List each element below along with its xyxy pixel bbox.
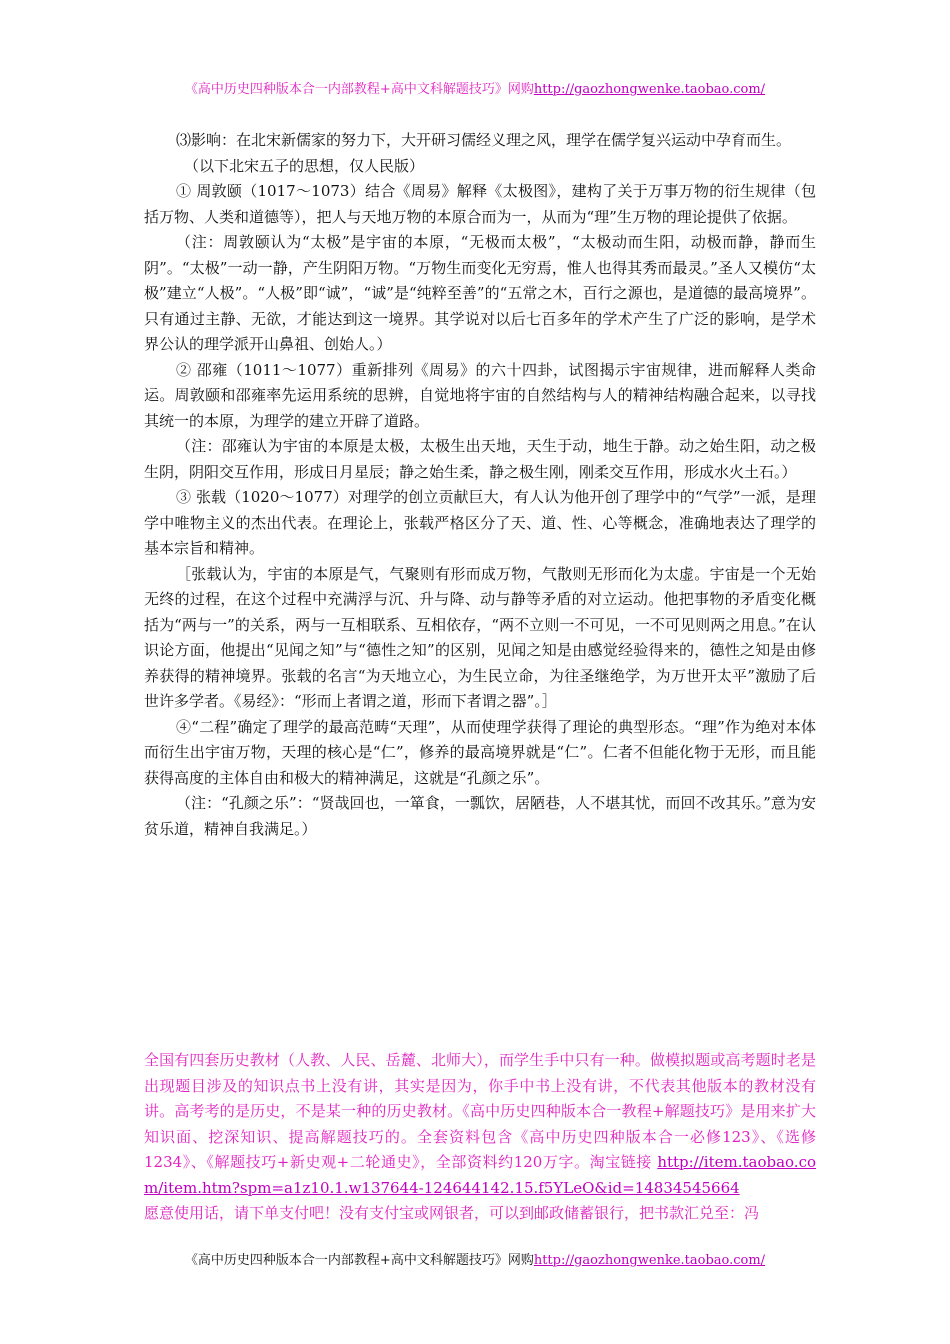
header-shop-link[interactable]: http://gaozhongwenke.taobao.com/ <box>533 82 766 97</box>
page-header <box>0 78 950 97</box>
page-footer <box>0 1249 950 1268</box>
paragraph-zhang-zai: ③ 张载（1020～1077）对理学的创立贡献巨大，有人认为他开创了理学中的“气学”一派，是理学中唯物主义的杰出代表。在理论上，张载严格区分了天、道、性、心等概念，准确地表达了理学的基本宗旨和精神。 <box>144 488 816 557</box>
ad-taobao-link[interactable]: http://item.taobao.com/item.htm?spm=a1z10.1.w137644-124644142.15.f5YLeO&id=14834545664 <box>144 1153 816 1197</box>
paragraph-shao-yong: ② 邵雍（1011～1077）重新排列《周易》的六十四卦，试图揭示宇宙规律，进而解释人类命运。周敦颐和邵雍率先运用系统的思辨，自觉地将宇宙的自然结构与人的精神结构融合起来，以寻找其统一的本原，为理学的建立开辟了道路。 <box>144 360 816 430</box>
paragraph-zhang-zai-note: ［张载认为，宇宙的本原是气，气聚则有形而成万物，气散则无形而化为太虚。宇宙是一个无始无终的过程，在这个过程中充满浮与沉、升与降、动与静等矛盾的对立运动。他把事物的矛盾变化概括为“两与一”的关系，两与一互相联系、互相依存，“两不立则一不可见，一不可见则两之用息。”在认识论方面，他提出“见闻之知”与“德性之知”的区别，见闻之知是由感觉经验得来的，德性之知是由修养获得的精神境界。张载的名言“为天地立心，为生民立命，为往圣继绝学，为万世开太平”激励了后世许多学者。《易经》：“形而上者谓之道，形而下者谓之器”。］ <box>144 564 816 710</box>
ad-text: 全国有四套历史教材（人教、人民、岳麓、北师大），而学生手中只有一种。做模拟题或高考题时老是出现题目涉及的知识点书上没有讲，其实是因为，你手中书上没有讲，不代表其他版本的教材没有讲。高考考的是历史，不是某一种的历史教材。《高中历史四种版本合一教程+解题技巧》是用来扩大知识面、挖深知识、提高解题技巧的。全套资料包含《高中历史四种版本合一必修123》、《选修1234》、《解题技巧+新史观+二轮通史》，全部资料约120万字。淘宝链接 <box>144 1051 816 1171</box>
paragraph-zhou-dunyi: ① 周敦颐（1017～1073）结合《周易》解释《太极图》，建构了关于万事万物的衍生规律（包括万物、人类和道德等），把人与天地万物的本原合而为一，从而为“理”生万物的理论提供了依据。 <box>144 182 816 226</box>
paragraph-five-masters-note: （以下北宋五子的思想，仅人民版） <box>184 156 425 175</box>
ad-paragraph <box>144 1048 816 1201</box>
header-text: 《高中历史四种版本合一内部教程+高中文科解题技巧》网购 <box>184 82 534 97</box>
paragraph-influence: ⑶影响：在北宋新儒家的努力下，大开研习儒经义理之风，理学在儒学复兴运动中孕育而生。 <box>176 131 792 149</box>
advertisement <box>144 1048 816 1227</box>
main-content <box>144 128 816 842</box>
paragraph-kong-yan-note: （注：“孔颜之乐”：“贤哉回也，一箪食，一瓢饮，居陋巷，人不堪其忧，而回不改其乐。”意为安贫乐道，精神自我满足。） <box>144 794 816 838</box>
paragraph-er-cheng: ④“二程”确定了理学的最高范畴“天理”，从而使理学获得了理论的典型形态。“理”作为绝对本体而衍生出宇宙万物，天理的核心是“仁”，修养的最高境界就是“仁”。仁者不但能化物于无形，而且能获得高度的主体自由和极大的精神满足，这就是“孔颜之乐”。 <box>144 717 816 787</box>
paragraph-shao-yong-note: （注：邵雍认为宇宙的本原是太极，太极生出天地，天生于动，地生于静。动之始生阳，动之极生阴，阴阳交互作用，形成日月星辰；静之始生柔，静之极生刚，刚柔交互作用，形成水火土石。） <box>144 437 816 481</box>
paragraph-zhou-dunyi-note: （注：周敦颐认为“太极”是宇宙的本原，“无极而太极”，“太极动而生阳，动极而静，静而生阴”。“太极”一动一静，产生阴阳万物。“万物生而变化无穷焉，惟人也得其秀而最灵。”圣人又模仿“太极”建立“人极”。“人极”即“诚”，“诚”是“纯粹至善”的“五常之木，百行之源也，是道德的最高境界”。只有通过主静、无欲，才能达到这一境界。其学说对以后七百多年的学术产生了广泛的影响，是学术界公认的理学派开山鼻祖、创始人。） <box>144 233 816 353</box>
footer-shop-link[interactable]: http://gaozhongwenke.taobao.com/ <box>533 1253 766 1268</box>
footer-text: 《高中历史四种版本合一内部教程+高中文科解题技巧》网购 <box>184 1253 534 1268</box>
ad-tail: 愿意使用话，请下单支付吧！没有支付宝或网银者，可以到邮政储蓄银行，把书款汇兑至：冯 <box>144 1204 760 1222</box>
